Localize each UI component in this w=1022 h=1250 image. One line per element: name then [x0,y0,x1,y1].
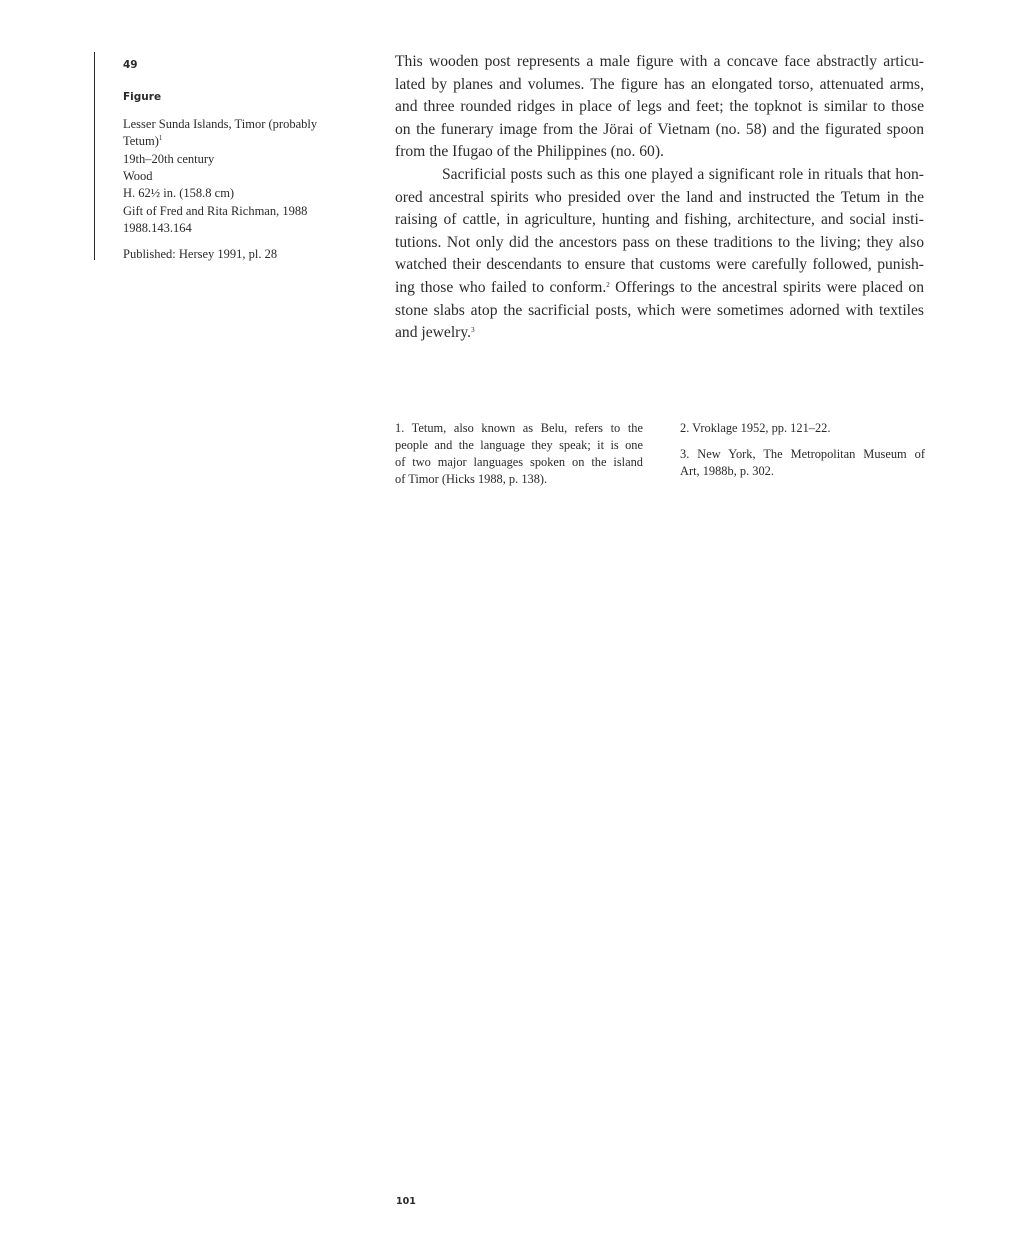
footnote-1: 1. Tetum, also known as Belu, refers to the people and the language they speak; it is one of two major languages spoken on the island of Timor (Hicks 1988, p. 138). [395,421,643,486]
text-line: lated by planes and volumes. The figure has an elongated torso, attenuated arms, [395,75,924,93]
footnotes-right [680,420,925,480]
footnote-3: 3. New York, The Metropolitan Museum of Art, 1988b, p. 302. [680,447,925,478]
body-text [395,51,924,345]
footnote-ref: 3 [471,326,475,335]
text-line: ored ancestral spirits who presided over the land and instructed the Tetum in the [395,188,924,206]
page-number: 101 [396,1196,416,1207]
paragraph-2 [395,164,924,345]
text-line: from the Ifugao of the Philippines (no. 60). [395,143,664,161]
paragraph-1 [395,51,924,164]
text-line: This wooden post represents a male figure with a concave face abstractly articu- [395,53,924,70]
text-line: on the funerary image from the Jörai of Vietnam (no. 58) and the figurated spoon [395,120,924,138]
text-line: stone slabs atop the sacrificial posts, which were sometimes adorned with textiles [395,301,924,319]
text-line: raising of cattle, in agriculture, hunting and fishing, architecture, and social insti- [395,211,924,229]
footnote-ref: 1 [158,134,163,143]
catalog-date: 19th–20th century [123,151,215,166]
catalog-credit: Gift of Fred and Rita Richman, 1988 [123,203,308,218]
catalog-medium: Wood [123,169,153,184]
catalog-accession: 1988.143.164 [123,221,192,236]
catalog-location: Lesser Sunda Islands, Timor (probably [123,116,318,131]
margin-rule [94,52,95,260]
catalog-published: Published: Hersey 1991, pl. 28 [123,246,278,261]
footnotes-left [395,420,643,488]
footnote-2: 2. Vroklage 1952, pp. 121–22. [680,421,831,435]
text-line: watched their descendants to ensure that customs were carefully followed, punish- [395,256,924,274]
text-line: and jewelry.$^3$ [395,324,475,342]
footnote-ref: 2 [606,280,610,289]
catalog-location-cont: Tetum)$^1$ [123,134,163,149]
text-line: Sacrificial posts such as this one played a significant role in rituals that hon- [442,165,924,183]
catalog-number: 49 [123,59,138,71]
text-line: ing those who failed to conform.$^2$ Offerings to the ancestral spirits were placed on [395,278,924,296]
catalog-entry [123,57,348,263]
text-line: and three rounded ridges in place of legs and feet; the topknot is similar to those [395,98,924,116]
catalog-title: Figure [123,91,162,104]
text-line: tutions. Not only did the ancestors pass on these traditions to the living; they also [395,233,924,251]
catalog-dimensions: H. 62½ in. (158.8 cm) [123,186,235,201]
